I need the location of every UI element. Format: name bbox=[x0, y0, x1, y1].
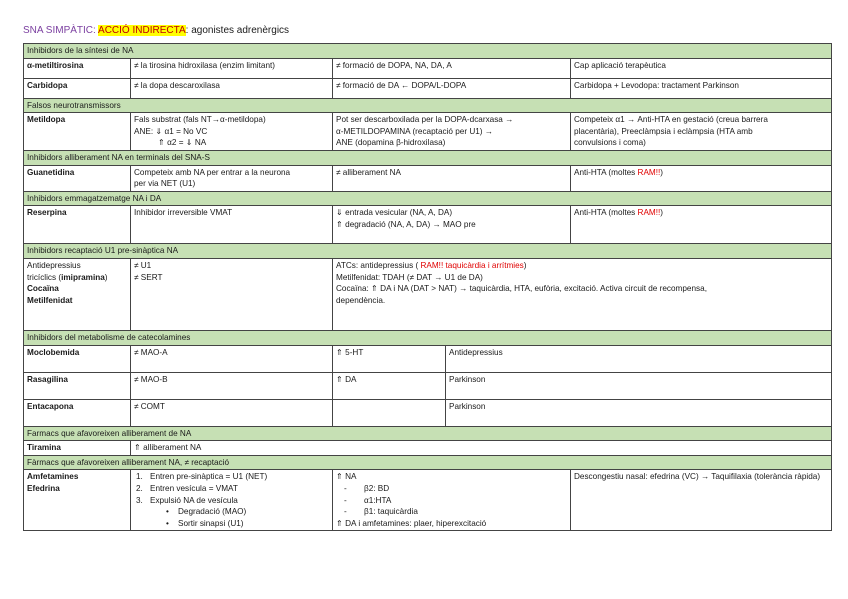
section-header: Farmacs que afavoreixen alliberament de NA bbox=[24, 426, 832, 441]
section-header: Inhibidors alliberament NA en terminals del SNA-S bbox=[24, 150, 832, 165]
table-row: Antidepressius tricíclics (imipramina) Cocaïna Metilfenidat ≠ U1 ≠ SERT ATCs: antidepressius ( RAM!! taquicàrdia i arrítmies) Metilfenidat: TDAH (≠ DAT → U1 de DA) Cocaïna: ⇑ DA i NA (DAT > NAT) → taquicàrdia, HTA, eufòria, excitació. Activa circuit de recompensa, dependència. bbox=[24, 258, 832, 330]
table-row: Moclobemida ≠ MAO-A ⇑ 5-HT Antidepressius bbox=[24, 345, 832, 372]
page-title: SNA SIMPÀTIC: ACCIÓ INDIRECTA: agonistes adrenèrgics bbox=[23, 25, 290, 36]
pharmacology-table bbox=[23, 43, 832, 531]
table-row: α-metiltirosina ≠ la tirosina hidroxilasa (enzim limitant) ≠ formació de DOPA, NA, DA, A Cap aplicació terapèutica bbox=[24, 58, 832, 78]
table-row: Tiramina ⇑ alliberament NA bbox=[24, 441, 832, 456]
table-row: Guanetidina Competeix amb NA per entrar a la neurona per via NET (U1) ≠ alliberament NA Anti-HTA (moltes RAM!!) bbox=[24, 165, 832, 191]
table-row: Rasagilina ≠ MAO-B ⇑ DA Parkinson bbox=[24, 372, 832, 399]
section-header: Falsos neurotransmissors bbox=[24, 98, 832, 113]
section-header: Fàrmacs que afavoreixen alliberament NA, ≠ recaptació bbox=[24, 455, 832, 470]
title-highlight: ACCIÓ INDIRECTA bbox=[98, 25, 186, 36]
section-header: Inhibidors del metabolisme de catecolamines bbox=[24, 330, 832, 345]
table-row: Carbidopa ≠ la dopa descaroxilasa ≠ formació de DA ← DOPA/L-DOPA Carbidopa + Levodopa: tractament Parkinson bbox=[24, 78, 832, 98]
section-header: Inhibidors recaptació U1 pre-sinàptica NA bbox=[24, 244, 832, 259]
table-row: Reserpina Inhibidor irreversible VMAT ⇓ entrada vesicular (NA, A, DA) ⇑ degradació (NA, A, DA) → MAO pre Anti-HTA (moltes RAM!!) bbox=[24, 206, 832, 244]
table-row: Amfetamines Efedrina 1. Entren pre-sinàptica = U1 (NET) 2. Entren vesícula = VMAT 3. Expulsió NA de vesícula • Degradació (MAO) • Sortir sinapsi (U1) ⇑ NA - β2: BD - α1:HTA - β1: taquicàrdia ⇑ DA i amfetamines: plaer, hiperexcitació Descongestiu nasal: efedrina (VC) → Taquifilaxia (tolerància ràpida) bbox=[24, 470, 832, 531]
table-row: Entacapona ≠ COMT Parkinson bbox=[24, 399, 832, 426]
section-header: Inhibidors emmagatzematge NA i DA bbox=[24, 191, 832, 206]
section-header: Inhibidors de la síntesi de NA bbox=[24, 44, 832, 59]
table-row: Metildopa Fals substrat (fals NT→α-metildopa) ANE: ⇓ α1 = No VC ⇑ α2 = ⇓ NA Pot ser descarboxilada per la DOPA-dcarxasa → α-METILDOPAMINA (recaptació per U1) → ANE (dopamina β-hidroxilasa) Competeix α1 → Anti-HTA en gestació (creua barrera placentària), Preeclàmpsia i eclàmpsia (HTA amb convulsions i coma) bbox=[24, 113, 832, 151]
